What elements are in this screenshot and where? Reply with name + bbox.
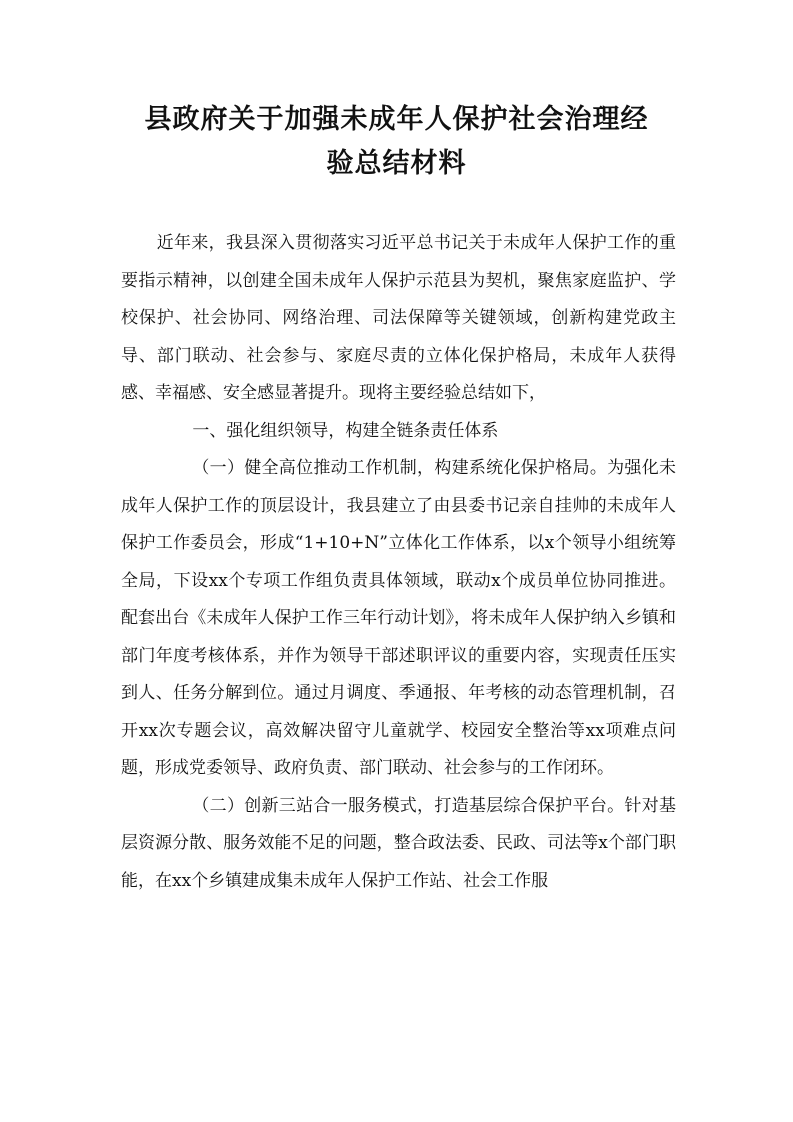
title-line-2: 验总结材料 — [326, 148, 467, 179]
document-body — [121, 225, 676, 900]
document-title — [120, 98, 673, 186]
subsection-paragraph-2: （二）创新三站合一服务模式，打造基层综合保护平台。针对基层资源分散、服务效能不足的问题，整合政法委、民政、司法等x个部门职能，在xx个乡镇建成集未成年人保护工作站、社会工作服 — [121, 795, 676, 891]
section-heading-1: 一、强化组织领导，构建全链条责任体系 — [192, 420, 499, 441]
title-line-1: 县政府关于加强未成年人保护社会治理经 — [144, 104, 649, 135]
intro-paragraph: 近年来，我县深入贯彻落实习近平总书记关于未成年人保护工作的重要指示精神，以创建全国未成年人保护示范县为契机，聚焦家庭监护、学校保护、社会协同、网络治理、司法保障等关键领域，创新构建党政主导、部门联动、社会参与、家庭尽责的立体化保护格局，未成年人获得感、幸福感、安全感显著提升。现将主要经验总结如下， — [121, 233, 676, 403]
subsection-paragraph-1: （一）健全高位推动工作机制，构建系统化保护格局。为强化未成年人保护工作的顶层设计，我县建立了由县委书记亲自挂帅的未成年人保护工作委员会，形成“1+10+N”立体化工作体系，以x个领导小组统筹全局，下设xx个专项工作组负责具体领域，联动x个成员单位协同推进。配套出台《未成年人保护工作三年行动计划》，将未成年人保护纳入乡镇和部门年度考核体系，并作为领导干部述职评议的重要内容，实现责任压实到人、任务分解到位。通过月调度、季通报、年考核的动态管理机制，召开xx次专题会议，高效解决留守儿童就学、校园安全整治等xx项难点问题，形成党委领导、政府负责、部门联动、社会参与的工作闭环。 — [121, 458, 676, 778]
